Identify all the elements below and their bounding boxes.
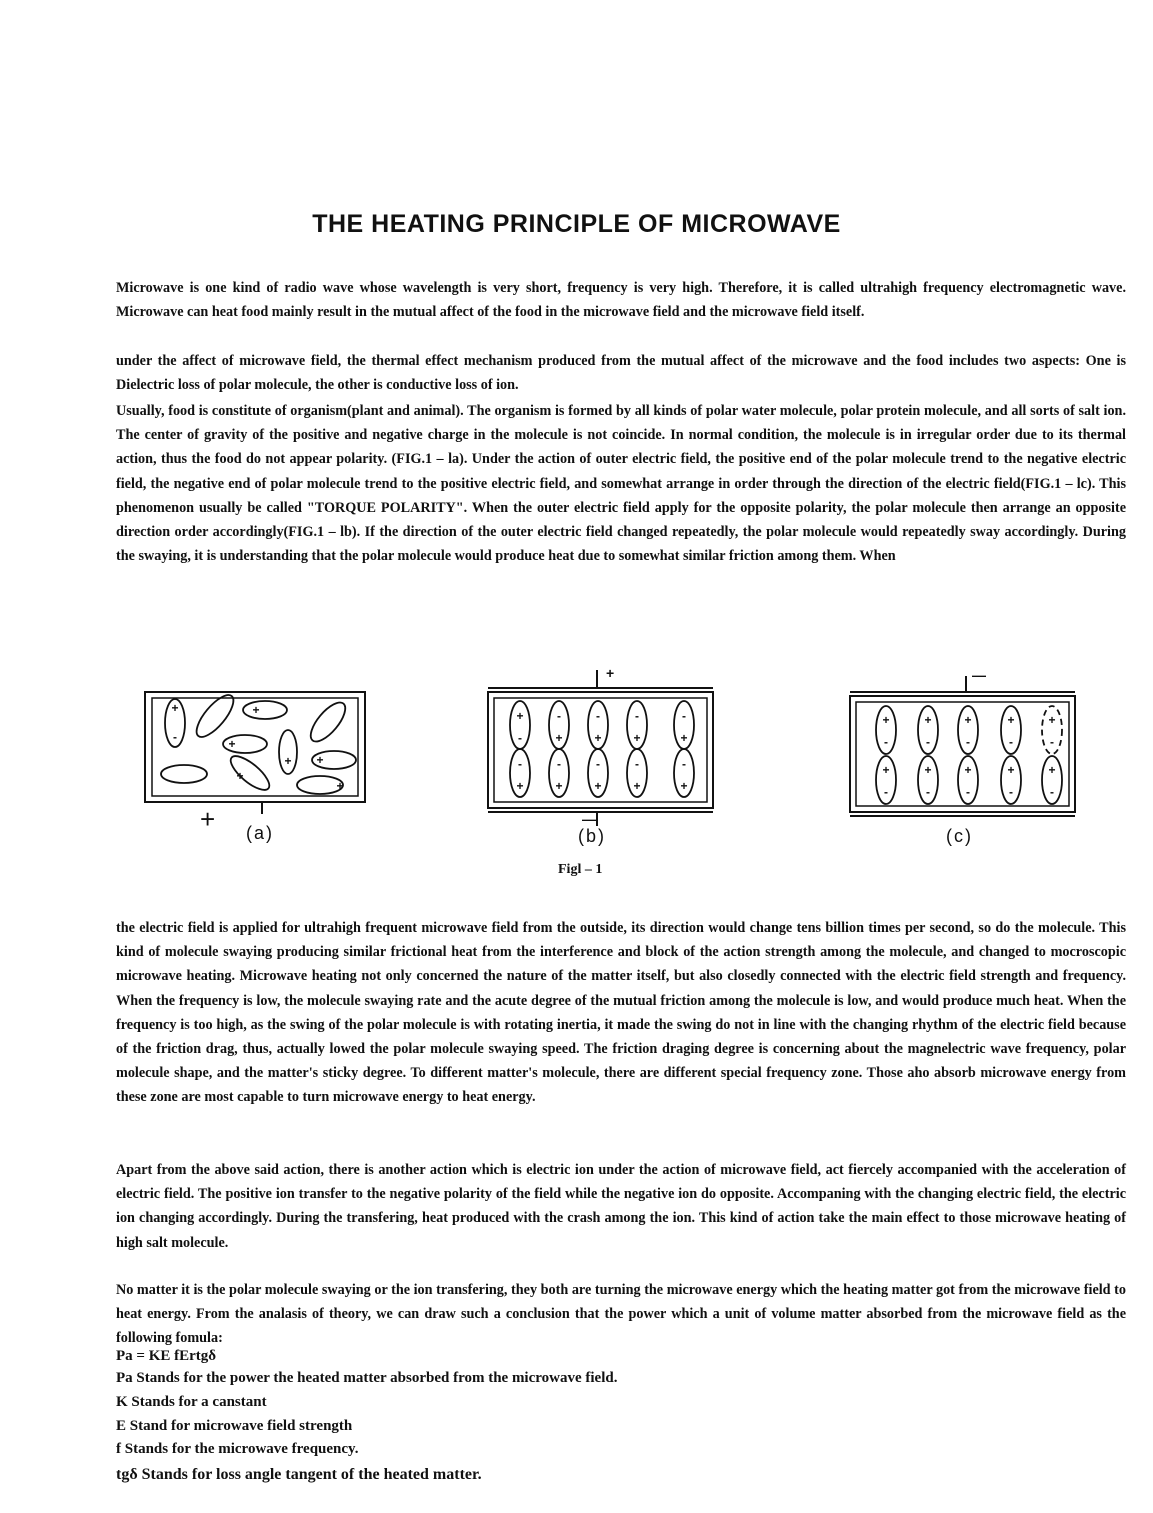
panel-b xyxy=(488,670,713,826)
figure-1-diagram xyxy=(0,640,1153,860)
charge-plus: + xyxy=(964,713,972,727)
paragraph-ion-transfer: Apart from the above said action, there is another action which is electric ion under the action of microwave field, act fiercely accompanied with the acceleration of electric field. The positive ion transfer to the negative polarity of the field while the negative ion do opposite. Accompaning with the changing electric field, the electric ion changing accordingly. During the transfering, heat produced with the crash among the ion. This kind of action take the main effect to those microwave heating of high salt molecule. xyxy=(116,1162,1126,1251)
page-title: THE HEATING PRINCIPLE OF MICROWAVE xyxy=(312,210,841,238)
charge-plus: + xyxy=(555,731,563,745)
charge-minus: - xyxy=(966,735,970,749)
charge-plus: + xyxy=(924,713,932,727)
panel-b-top-sign: + xyxy=(606,665,615,681)
charge-minus: - xyxy=(596,757,600,771)
charge-plus: + xyxy=(516,779,524,793)
charge-minus: - xyxy=(884,785,888,799)
charge-plus: + xyxy=(680,731,688,745)
formula-def-f: f Stands for the microwave frequency. xyxy=(116,1441,359,1457)
charge-minus: - xyxy=(518,757,522,771)
charge-minus: - xyxy=(557,709,561,723)
formula-def-e: E Stand for microwave field strength xyxy=(116,1418,353,1434)
charge-minus: - xyxy=(557,757,561,771)
charge-plus: + xyxy=(882,763,890,777)
charge-minus: - xyxy=(682,757,686,771)
charge-plus: + xyxy=(680,779,688,793)
charge-plus: + xyxy=(633,779,641,793)
charge-plus: + xyxy=(964,763,972,777)
formula: Pa = KE fErtgδ xyxy=(116,1348,217,1364)
charge-minus: - xyxy=(1050,785,1054,799)
charge-minus: - xyxy=(1009,785,1013,799)
charge-minus: - xyxy=(926,785,930,799)
charge-minus: - xyxy=(635,757,639,771)
charge-plus: + xyxy=(516,709,524,723)
paragraph-torque-polarity: Usually, food is constitute of organism(plant and animal). The organism is formed by all kinds of polar water molecule, polar protein molecule, and all sorts of salt ion. The center of gravity of the positive and negative charge in the molecule is not coincide. In normal condition, the molecule is in irregular order due to its thermal action, thus the food do not appear polarity. (FIG.1 – la). Under the action of outer electric field, the positive end of the polar molecule trend to the negative electric field, the negative end of polar molecule trend to the positive electric field, and somewhat arrange in order through the direction of the electric field(FIG.1 – lc). This phenomenon usually be called "TORQUE POLARITY". When the outer electric field apply for the opposite polarity, the polar molecule then arrange an opposite direction order accordingly(FIG.1 – lb). If the direction of the outer electric field changed repeatedly, the polar molecule would repeatedly sway accordingly. During the swaying, it is understanding that the polar molecule would produce heat due to somewhat similar friction among them. When xyxy=(116,403,1126,565)
panel-c-label: (c) xyxy=(946,826,973,846)
paragraph-frequency: the electric field is applied for ultrahigh frequent microwave field from the outside, its direction would change tens billion times per second, so do the molecule. This kind of molecule swaying producing similar frictional heat from the interference and block of the action strength among the molecule, and changed to mocroscopic microwave heating. Microwave heating not only concerned the nature of the matter itself, but also closedly connected with the electric field strength and frequency. When the frequency is low, the molecule swaying rate and the acute degree of the mutual friction among the molecule is low, and would produce much heat. When the frequency is too high, as the swing of the polar molecule is with rotating inertia, it made the swing do not in line with the changing rhythm of the electric field because of the friction drag, thus, actually lowed the polar molecule swaying speed. The friction draging degree is concerning about the magnelectric wave frequency, polar molecule shape, and the matter's sticky degree. To different matter's molecule, there are different special frequency zone. Those aho absorb microwave energy from these zone are most capable to turn microwave energy to heat energy. xyxy=(116,920,1126,1106)
charge-minus: - xyxy=(1050,735,1054,749)
figure-caption: Figl – 1 xyxy=(558,862,603,877)
charge-plus: + xyxy=(316,753,324,767)
charge-minus: - xyxy=(635,709,639,723)
panel-b-molecules xyxy=(510,701,694,797)
charge-minus: - xyxy=(1009,735,1013,749)
charge-minus: - xyxy=(682,709,686,723)
charge-plus: + xyxy=(336,779,344,793)
charge-minus: - xyxy=(884,735,888,749)
formula-def-tgd: tgδ Stands for loss angle tangent of the heated matter. xyxy=(116,1466,482,1483)
charge-plus: + xyxy=(882,713,890,727)
charge-plus: + xyxy=(924,763,932,777)
charge-plus: + xyxy=(228,737,236,751)
charge-plus: + xyxy=(171,701,179,715)
paragraph-conclusion: No matter it is the polar molecule swaying or the ion transfering, they both are turning the microwave energy which the heating matter got from the microwave field to heat energy. From the analasis of theory, we can draw such a conclusion that the power which a unit of volume matter absorbed from the microwave field as the following fomula: xyxy=(116,1282,1126,1347)
formula-def-k: K Stands for a canstant xyxy=(116,1394,267,1410)
charge-minus: - xyxy=(173,730,177,744)
charge-plus: + xyxy=(284,754,292,768)
paragraph-intro: Microwave is one kind of radio wave whose wavelength is very short, frequency is very high. Therefore, it is called ultrahigh frequency electromagnetic wave. Microwave can heat food mainly result in the mutual affect of the food in the microwave field and the microwave field itself. xyxy=(116,280,1126,321)
panel-b-label: (b) xyxy=(578,826,606,846)
formula-def-pa: Pa Stands for the power the heated matter absorbed from the microwave field. xyxy=(116,1370,618,1386)
charge-plus: + xyxy=(555,779,563,793)
charge-plus: + xyxy=(1007,713,1015,727)
charge-minus: - xyxy=(926,735,930,749)
panel-c-top-sign: — xyxy=(972,667,986,683)
charge-minus: - xyxy=(966,785,970,799)
paragraph-thermal-effect: under the affect of microwave field, the thermal effect mechanism produced from the mutual affect of the microwave and the food includes two aspects: One is Dielectric loss of polar molecule, the other is conductive loss of ion. xyxy=(116,353,1126,394)
charge-plus: + xyxy=(252,703,260,717)
charge-plus: + xyxy=(1048,763,1056,777)
charge-plus: + xyxy=(236,769,244,783)
charge-plus: + xyxy=(633,731,641,745)
charge-minus: - xyxy=(596,709,600,723)
panel-a-field-sign: + xyxy=(200,804,216,834)
charge-plus: + xyxy=(594,731,602,745)
panel-a-label: (a) xyxy=(246,823,274,843)
charge-plus: + xyxy=(1007,763,1015,777)
panel-b-bottom-sign: — xyxy=(582,811,596,827)
charge-plus: + xyxy=(594,779,602,793)
charge-minus: - xyxy=(518,731,522,745)
charge-plus: + xyxy=(1048,713,1056,727)
